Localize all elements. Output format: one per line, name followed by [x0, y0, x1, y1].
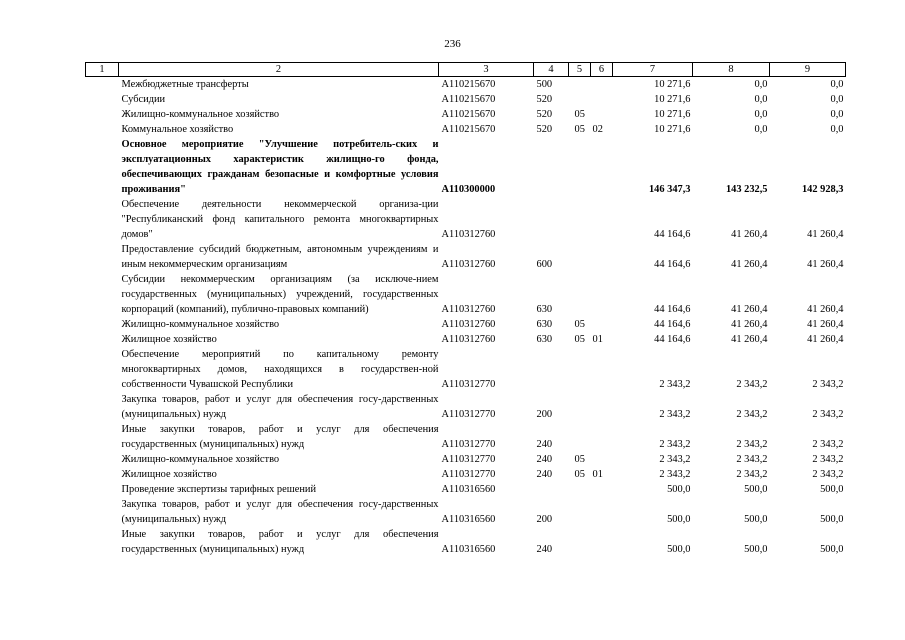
row-name: Межбюджетные трансферты	[121, 79, 249, 90]
cell-col-1	[86, 332, 119, 347]
row-col-5	[569, 197, 591, 242]
row-col-5	[569, 482, 591, 497]
row-value-9: 500,0	[820, 544, 844, 555]
row-col-4: 630	[536, 319, 553, 330]
cell-col-1	[86, 467, 119, 482]
row-code: А110312760	[441, 304, 496, 315]
row-col-5: 05	[574, 454, 585, 465]
row-name: Субсидии	[121, 94, 166, 105]
table-row	[86, 332, 846, 347]
row-value-8: 41 260,4	[731, 319, 768, 330]
row-value-7: 2 343,2	[659, 469, 691, 480]
row-col-4	[534, 137, 569, 197]
row-code: А110312770	[441, 454, 496, 465]
row-value-9: 41 260,4	[807, 304, 844, 315]
row-code: А110316560	[441, 514, 496, 525]
cell-col-1	[86, 77, 119, 93]
row-col-5	[569, 92, 591, 107]
row-col-6	[591, 422, 613, 452]
header-col-5: 5	[569, 63, 591, 77]
row-name: Предоставление субсидий бюджетным, автономным учреждениям и иным некоммерческим организациям	[121, 244, 439, 270]
row-value-8: 2 343,2	[736, 439, 768, 450]
row-code: А110215670	[441, 79, 496, 90]
row-code: А110312760	[441, 334, 496, 345]
row-col-4: 520	[536, 94, 553, 105]
row-col-6	[591, 482, 613, 497]
row-col-4: 500	[536, 79, 553, 90]
row-col-5	[569, 497, 591, 527]
table-row	[86, 452, 846, 467]
row-name: Закупка товаров, работ и услуг для обеспечения госу-дарственных (муниципальных) нужд	[121, 394, 439, 420]
header-col-7: 7	[613, 63, 693, 77]
header-col-4: 4	[534, 63, 569, 77]
row-name: Жилищное хозяйство	[121, 469, 217, 480]
cell-col-1	[86, 317, 119, 332]
row-value-8: 0,0	[754, 124, 768, 135]
table-row	[86, 422, 846, 452]
row-value-9: 500,0	[820, 484, 844, 495]
row-code: А110312760	[441, 259, 496, 270]
row-col-6	[591, 527, 613, 557]
row-name: Иные закупки товаров, работ и услуг для обеспечения государственных (муниципальных) нужд	[121, 529, 439, 555]
row-col-4: 240	[536, 439, 553, 450]
row-name: Субсидии некоммерческим организациям (за исключе-нием государственных (муниципальных) учреждений, государственных корпораций (компаний), публично-правовых компаний)	[121, 274, 439, 315]
header-col-3: 3	[439, 63, 534, 77]
table-row	[86, 107, 846, 122]
table-header-row	[86, 63, 846, 77]
row-value-9: 2 343,2	[812, 439, 844, 450]
table-row	[86, 497, 846, 527]
row-col-6	[591, 452, 613, 467]
row-col-6: 01	[592, 334, 603, 345]
row-col-6	[591, 347, 613, 392]
cell-col-1	[86, 242, 119, 272]
row-value-7: 44 164,6	[654, 334, 691, 345]
row-value-9: 2 343,2	[812, 469, 844, 480]
row-col-4: 520	[536, 124, 553, 135]
row-value-9: 41 260,4	[807, 334, 844, 345]
row-name: Основное мероприятие "Улучшение потребитель-ских и эксплуатационных характеристик жилищно-го фонда, обеспечивающих гражданам безопасные и комфортные условия проживания"	[121, 139, 439, 195]
row-value-7: 146 347,3	[648, 184, 691, 195]
table-row	[86, 527, 846, 557]
row-name: Жилищно-коммунальное хозяйство	[121, 454, 280, 465]
cell-col-1	[86, 482, 119, 497]
row-col-4: 600	[536, 259, 553, 270]
row-value-9: 0,0	[830, 94, 844, 105]
cell-col-1	[86, 392, 119, 422]
row-name: Обеспечение мероприятий по капитальному ремонту многоквартирных домов, находящихся в государствен-ной собственности Чувашской Республики	[121, 349, 439, 390]
row-code: А110312770	[441, 409, 496, 420]
row-col-5	[569, 272, 591, 317]
row-value-9: 2 343,2	[812, 409, 844, 420]
row-value-7: 44 164,6	[654, 319, 691, 330]
row-col-4: 200	[536, 409, 553, 420]
row-value-8: 0,0	[754, 94, 768, 105]
row-value-9: 41 260,4	[807, 319, 844, 330]
cell-col-1	[86, 122, 119, 137]
row-col-4: 240	[536, 454, 553, 465]
cell-col-1	[86, 452, 119, 467]
row-name: Иные закупки товаров, работ и услуг для обеспечения государственных (муниципальных) нужд	[121, 424, 439, 450]
row-name: Закупка товаров, работ и услуг для обеспечения госу-дарственных (муниципальных) нужд	[121, 499, 439, 525]
row-name: Проведение экспертизы тарифных решений	[121, 484, 317, 495]
row-value-9: 0,0	[830, 109, 844, 120]
row-value-8: 41 260,4	[731, 259, 768, 270]
table-row	[86, 467, 846, 482]
cell-col-1	[86, 272, 119, 317]
row-col-4	[534, 482, 569, 497]
row-value-7: 10 271,6	[654, 94, 691, 105]
row-code: А110312770	[441, 469, 496, 480]
table-row	[86, 197, 846, 242]
row-col-5: 05	[574, 319, 585, 330]
row-value-8: 143 232,5	[725, 184, 768, 195]
row-col-6	[591, 317, 613, 332]
cell-col-1	[86, 137, 119, 197]
row-value-8: 41 260,4	[731, 334, 768, 345]
row-value-8: 500,0	[744, 544, 768, 555]
header-col-9: 9	[770, 63, 846, 77]
table-row	[86, 272, 846, 317]
header-col-8: 8	[693, 63, 770, 77]
row-col-6	[591, 92, 613, 107]
row-value-7: 2 343,2	[659, 379, 691, 390]
row-value-7: 10 271,6	[654, 79, 691, 90]
row-col-5	[569, 347, 591, 392]
row-value-7: 10 271,6	[654, 124, 691, 135]
row-value-8: 41 260,4	[731, 304, 768, 315]
row-col-5: 05	[574, 109, 585, 120]
table-row	[86, 392, 846, 422]
row-code: А110312760	[441, 319, 496, 330]
row-code: А110215670	[441, 109, 496, 120]
row-col-4: 200	[536, 514, 553, 525]
budget-table	[85, 62, 846, 557]
cell-col-1	[86, 497, 119, 527]
table-row	[86, 122, 846, 137]
row-code: А110316560	[441, 544, 496, 555]
row-col-5: 05	[574, 469, 585, 480]
row-col-6	[591, 242, 613, 272]
row-value-8: 500,0	[744, 484, 768, 495]
row-col-5	[569, 137, 591, 197]
row-name: Жилищно-коммунальное хозяйство	[121, 319, 280, 330]
row-col-6	[591, 197, 613, 242]
row-col-5: 05	[574, 124, 585, 135]
row-col-6	[591, 392, 613, 422]
row-col-4: 240	[536, 469, 553, 480]
row-name: Обеспечение деятельности некоммерческой организа-ции "Республиканский фонд капитального ремонта многоквартирных домов"	[121, 199, 439, 240]
row-value-7: 44 164,6	[654, 229, 691, 240]
cell-col-1	[86, 107, 119, 122]
row-col-5	[569, 242, 591, 272]
row-col-5	[569, 77, 591, 93]
header-col-2: 2	[119, 63, 439, 77]
page-number: 236	[444, 38, 461, 50]
header-col-1: 1	[86, 63, 119, 77]
row-value-7: 2 343,2	[659, 454, 691, 465]
row-value-9: 0,0	[830, 124, 844, 135]
row-code: А110312760	[441, 229, 496, 240]
table-row	[86, 137, 846, 197]
row-col-5: 05	[574, 334, 585, 345]
row-col-5	[569, 392, 591, 422]
table-row	[86, 77, 846, 93]
row-value-8: 2 343,2	[736, 454, 768, 465]
row-value-8: 500,0	[744, 514, 768, 525]
table-body	[86, 77, 846, 558]
table-row	[86, 317, 846, 332]
cell-col-1	[86, 92, 119, 107]
row-code: А110215670	[441, 94, 496, 105]
row-value-8: 0,0	[754, 109, 768, 120]
row-col-6: 01	[592, 469, 603, 480]
row-col-6	[591, 77, 613, 93]
table-row	[86, 347, 846, 392]
row-value-9: 41 260,4	[807, 229, 844, 240]
row-value-9: 0,0	[830, 79, 844, 90]
row-col-6	[591, 272, 613, 317]
row-col-4	[534, 197, 569, 242]
row-code: А110316560	[441, 484, 496, 495]
row-value-9: 2 343,2	[812, 454, 844, 465]
header-col-6: 6	[591, 63, 613, 77]
row-value-8: 2 343,2	[736, 469, 768, 480]
row-value-9: 2 343,2	[812, 379, 844, 390]
row-value-7: 500,0	[667, 514, 691, 525]
row-value-9: 41 260,4	[807, 259, 844, 270]
row-code: А110312770	[441, 439, 496, 450]
row-value-9: 500,0	[820, 514, 844, 525]
cell-col-1	[86, 527, 119, 557]
table-row	[86, 482, 846, 497]
row-col-6	[591, 107, 613, 122]
row-value-7: 2 343,2	[659, 439, 691, 450]
row-name: Жилищно-коммунальное хозяйство	[121, 109, 280, 120]
row-value-8: 0,0	[754, 79, 768, 90]
row-value-7: 44 164,6	[654, 304, 691, 315]
row-value-7: 10 271,6	[654, 109, 691, 120]
row-code: А110312770	[441, 379, 496, 390]
row-value-7: 500,0	[667, 484, 691, 495]
table-row	[86, 242, 846, 272]
row-col-6	[591, 137, 613, 197]
row-col-5	[569, 422, 591, 452]
row-col-5	[569, 527, 591, 557]
row-col-4: 520	[536, 109, 553, 120]
row-col-4: 240	[536, 544, 553, 555]
row-code: А110300000	[441, 184, 496, 195]
row-name: Коммунальное хозяйство	[121, 124, 234, 135]
row-name: Жилищное хозяйство	[121, 334, 217, 345]
row-col-6	[591, 497, 613, 527]
row-value-8: 2 343,2	[736, 379, 768, 390]
row-col-6: 02	[592, 124, 603, 135]
row-col-4: 630	[536, 304, 553, 315]
row-value-8: 41 260,4	[731, 229, 768, 240]
row-code: А110215670	[441, 124, 496, 135]
table-row	[86, 92, 846, 107]
cell-col-1	[86, 347, 119, 392]
cell-col-1	[86, 197, 119, 242]
row-value-8: 2 343,2	[736, 409, 768, 420]
row-value-9: 142 928,3	[801, 184, 844, 195]
row-value-7: 500,0	[667, 544, 691, 555]
row-value-7: 44 164,6	[654, 259, 691, 270]
row-col-4	[534, 347, 569, 392]
cell-col-1	[86, 422, 119, 452]
row-col-4: 630	[536, 334, 553, 345]
row-value-7: 2 343,2	[659, 409, 691, 420]
